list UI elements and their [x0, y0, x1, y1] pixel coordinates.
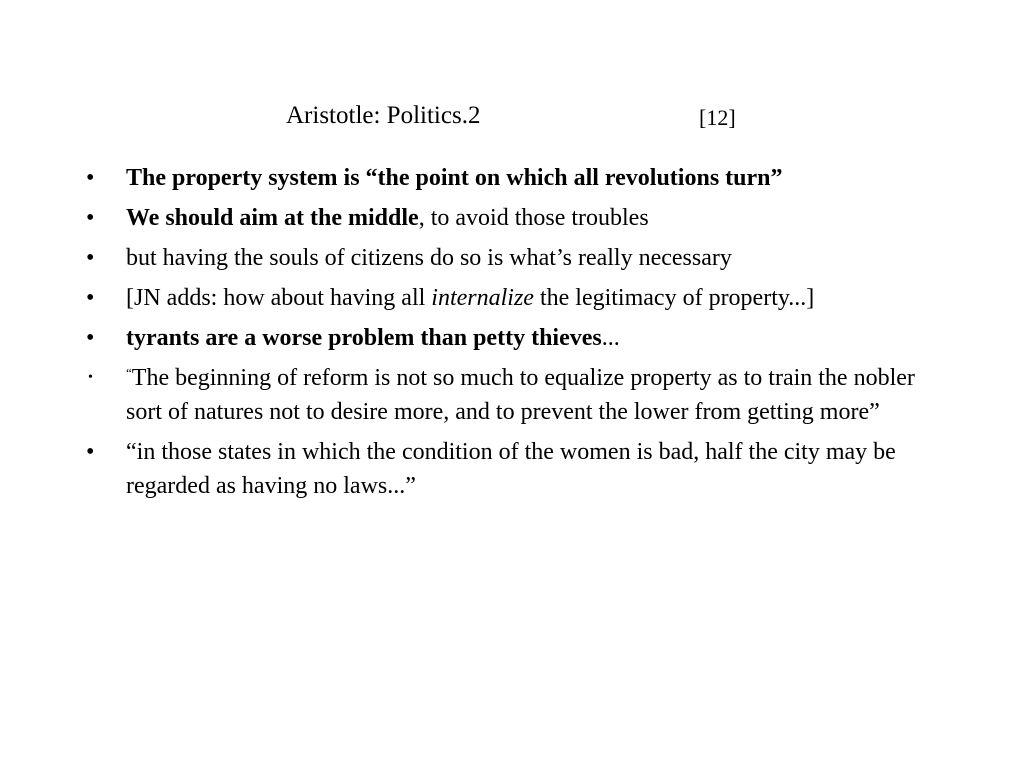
bullet-text: the legitimacy of property...]	[533, 285, 815, 311]
bullet-text: , to avoid those troubles	[418, 205, 649, 231]
slide-number: [12]	[699, 105, 736, 130]
bullet-text-bold: tyrants are a worse problem than petty thieves	[126, 325, 602, 351]
bullet-item	[80, 201, 920, 235]
bullet-dot-icon: •	[86, 245, 95, 271]
bullet-text: ...	[601, 325, 620, 351]
bullet-text: “in those states in which the condition of the women is bad, half the city may be regarded as having no laws...”	[126, 439, 896, 499]
bullet-text-bold: We should aim at the middle	[126, 205, 419, 231]
bullet-item	[80, 321, 920, 355]
bullet-dot-icon: •	[86, 439, 95, 465]
bullet-item	[80, 161, 920, 195]
slide-title: Aristotle: Politics.2	[286, 102, 481, 129]
bullet-text-bold: The property system is “the point on which all revolutions turn”	[126, 165, 783, 191]
bullet-text-italic: internalize	[431, 285, 534, 311]
bullet-text: The beginning of reform is not so much to equalize property as to train the nobler sort of natures not to desire more, and to prevent the lower from getting more”	[126, 365, 915, 425]
bullet-text: [JN adds: how about having all	[126, 285, 432, 311]
bullet-text: but having the souls of citizens do so is what’s really necessary	[126, 245, 732, 271]
bullet-item	[80, 361, 920, 429]
bullet-dot-icon: •	[86, 165, 95, 191]
bullet-dot-icon: •	[86, 205, 95, 231]
bullet-item	[80, 241, 920, 275]
bullet-dot-icon: •	[86, 325, 95, 351]
bullet-dot-icon: •	[86, 285, 95, 311]
bullet-dot-icon: •	[88, 370, 93, 385]
open-quote: “	[126, 365, 132, 380]
bullet-item	[80, 281, 920, 315]
bullet-list	[80, 161, 920, 509]
bullet-item	[80, 435, 920, 503]
